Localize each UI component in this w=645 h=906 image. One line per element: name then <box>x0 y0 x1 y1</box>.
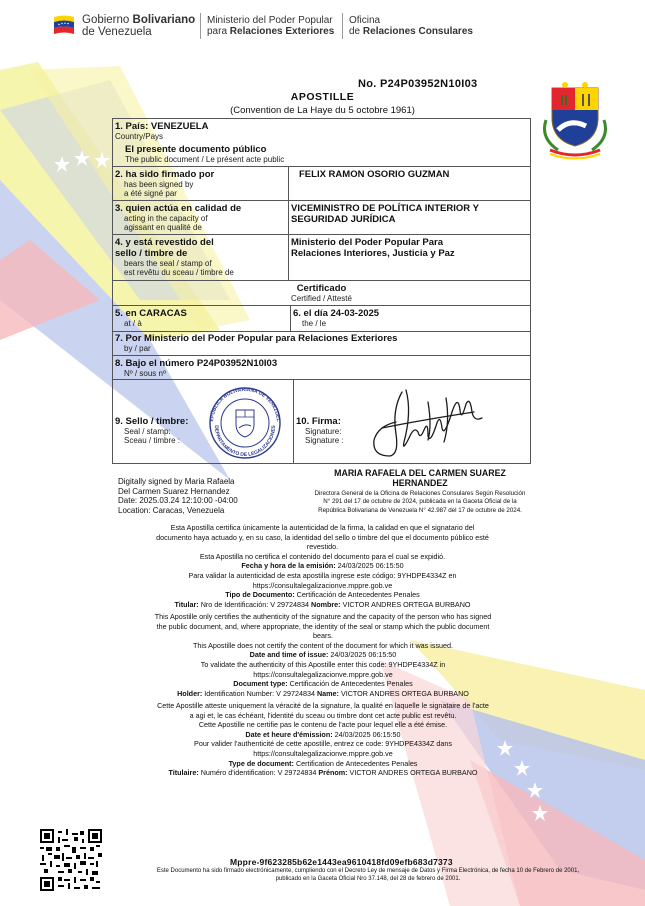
field-seal-label: 9. Sello / timbre: <box>115 416 189 427</box>
field-country <box>115 121 208 141</box>
field-place-label: 5. en CARACAS <box>115 308 187 319</box>
es-line4: Esta Apostilla no certifica el contenido del documento para el cual se expidió. <box>199 551 446 561</box>
field-country-label: 1. País: VENEZUELA <box>115 121 209 132</box>
field-seal-of <box>115 237 234 277</box>
signer-name-line2: HERNANDEZ <box>392 478 448 488</box>
signer-role-line1: Directora General de la Oficina de Relaciones Consulares Según Resolución <box>314 490 526 497</box>
english-statement <box>108 612 538 698</box>
field-place-sub: at / à <box>124 319 142 328</box>
field-number-label: 8. Bajo el número P24P03952N10I03 <box>115 358 278 369</box>
spanish-statement <box>110 523 535 609</box>
digital-signature-line4: Location: Caracas, Venezuela <box>118 505 225 515</box>
gov-line2: de Venezuela <box>82 26 152 38</box>
field-number <box>115 358 277 378</box>
es-url-link[interactable]: https://consultalegalizacionve.mppre.gob.ve <box>252 580 393 590</box>
digital-signature-line2: Del Carmen Suarez Hernandez <box>118 486 230 496</box>
fr-holder-name-label: Prénom: <box>318 768 348 778</box>
apostille-number: No. P24P03952N10I03 <box>358 78 478 90</box>
table-rule <box>293 379 294 464</box>
es-validate: Para validar la autenticidad de esta apostilla ingrese este código: 9YHDPE4334Z en <box>188 570 457 580</box>
signer-name <box>295 468 545 488</box>
en-holder-id: Identification Number: V 29724834 <box>204 688 315 698</box>
field-seal-of-label2: sello / timbre de <box>115 248 188 259</box>
ministry-line1: Ministerio del Poder Popular <box>207 15 333 26</box>
field-country-sub: Country/Pays <box>115 132 164 141</box>
field-capacity <box>115 203 241 232</box>
digital-signature-block <box>118 477 288 515</box>
es-line2: documento haya actuado y, en su caso, la identidad del sello o timbre del que el documento público esté <box>156 532 489 542</box>
table-rule <box>112 305 531 306</box>
es-holder-name-label: Nombre: <box>311 599 341 609</box>
legal-line1: Este Documento ha sido firmado electrónicamente, cumpliendo con el Decreto Ley de mensaje de Datos y Firma Electrónica, de fecha 10 de Febrero de 2001, <box>156 868 580 874</box>
document-hash: Mppre-9f623285b62e1443ea9610418fd09efb683d7373 <box>230 857 453 867</box>
table-rule <box>288 166 289 280</box>
office-line2-pre: de <box>349 26 361 37</box>
signer-role-line2: N° 291 del 17 de octubre de 2024, publicada en la Gaceta Oficial de la <box>323 498 517 506</box>
en-line2: the public document, and, where appropriate, the identity of the seal or stamp which the public document <box>156 621 490 631</box>
field-signature <box>296 416 344 445</box>
es-doctype-value: Certificación de Antecedentes Penales <box>296 590 420 600</box>
office-line1: Oficina <box>349 15 381 26</box>
signer-role <box>290 490 550 515</box>
field-signature-sub2: Signature : <box>305 436 344 445</box>
fr-holder-label: Titulaire: <box>168 768 199 778</box>
en-line4: This Apostille does not certify the content of the document for which it was issued. <box>192 640 454 650</box>
field-issued-by <box>115 333 397 353</box>
fr-date-value: 24/03/2025 06:15:50 <box>334 729 401 739</box>
field-signature-label: 10. Firma: <box>296 416 341 427</box>
stamp-ring-bottom: DEPARTAMENTO DE LEGALIZACIONES <box>212 425 278 459</box>
field-seal-of-sub2: est revêtu du sceau / timbre de <box>124 268 234 277</box>
es-holder-label: Titular: <box>174 599 199 609</box>
ministry-line2-bold: Relaciones Exteriores <box>229 26 335 37</box>
venezuela-flag-logo <box>52 14 76 36</box>
field-issued-by-label: 7. Por Ministerio del Poder Popular para Relaciones Exteriores <box>115 333 398 344</box>
svg-text:REPÚBLICA BOLIVARIANA DE VENEZ <box>203 386 281 422</box>
qr-code[interactable] <box>40 829 102 891</box>
field-place <box>115 308 187 328</box>
certified-label: Certificado <box>296 283 347 294</box>
en-line3: bears. <box>313 631 333 641</box>
field-capacity-value2: SEGURIDAD JURÍDICA <box>291 214 396 225</box>
field-signed-by-sub1: has been signed by <box>124 180 194 189</box>
official-stamp <box>203 386 287 460</box>
field-seal-of-label1: 4. y está revestido del <box>115 237 214 248</box>
table-rule <box>112 355 531 356</box>
table-rule <box>112 200 531 201</box>
en-doctype-value: Certificación de Antecedentes Penales <box>289 679 413 689</box>
certified-heading <box>112 283 531 303</box>
certified-sub: Certified / Attesté <box>291 294 352 303</box>
en-holder-label: Holder: <box>177 688 203 698</box>
en-doctype-label: Document type: <box>233 679 288 689</box>
header-divider <box>200 13 201 39</box>
en-date-value: 24/03/2025 06:15:50 <box>330 650 397 660</box>
french-statement <box>108 701 538 778</box>
fr-line2: a agi et, le cas échéant, l'identité du sceau ou timbre dont cet acte public est revêtu. <box>189 710 457 720</box>
field-capacity-sub1: acting in the capacity of <box>124 214 208 223</box>
field-seal-of-sub1: bears the seal / stamp of <box>124 259 212 268</box>
svg-text:DEPARTAMENTO DE LEGALIZACIONES <box>213 424 277 458</box>
es-date-label: Fecha y hora de la emisión: <box>241 561 336 571</box>
en-url-link[interactable]: https://consultalegalizacionve.mppre.gob.ve <box>253 669 393 679</box>
digital-signature-line1: Digitally signed by Maria Rafaela <box>118 477 235 486</box>
field-date-sub: the / le <box>302 319 327 328</box>
field-number-sub: Nº / sous nº <box>124 369 166 378</box>
fr-date-label: Date et heure d'émission: <box>245 729 333 739</box>
apostille-title: APOSTILLE <box>290 91 355 103</box>
field-signed-by-label: 2. ha sido firmado por <box>115 169 215 180</box>
apostille-subtitle: (Convention de La Haye du 5 octobre 1961) <box>230 105 415 116</box>
office-line2-bold: Relaciones Consulares <box>362 26 473 37</box>
field-date-label: 6. el día 24-03-2025 <box>293 308 380 319</box>
field-public-document-label: El presente documento público <box>125 144 267 155</box>
field-capacity-sub2: agissant en qualité de <box>124 223 202 232</box>
en-date-label: Date and time of issue: <box>249 650 329 660</box>
es-holder-name: VICTOR ANDRES ORTEGA BURBANO <box>342 599 471 609</box>
fr-holder-id: Numéro d'identification: V 29724834 <box>200 768 317 778</box>
fr-doctype-label: Type de document: <box>228 758 294 768</box>
field-date <box>293 308 379 328</box>
government-name <box>82 14 195 38</box>
fr-line3: Cette Apostille ne certifie pas le contenu de l'acte pour lequel elle a été émise. <box>198 720 448 730</box>
es-doctype-label: Tipo de Documento: <box>225 590 295 600</box>
field-signature-sub1: Signature: <box>305 427 342 436</box>
stamp-ring-top: EPÚBLICA BOLIVARIANA DE VENEZUEL <box>209 386 281 422</box>
field-public-document-sub: The public document / Le présent acte public <box>125 155 285 164</box>
en-validate: To validate the authenticity of this Apostille enter this code: 9YHDPE4334Z in <box>200 659 446 669</box>
fr-doctype-value: Certification de Antecedentes Penales <box>295 758 418 768</box>
table-rule <box>112 379 531 380</box>
fr-validate: Pour valider l'authenticité de cette apostille, entrez ce code: 9YHDPE4334Z dans <box>194 739 452 749</box>
table-rule <box>112 166 531 167</box>
es-date-value: 24/03/2025 06:15:50 <box>337 561 404 571</box>
field-seal-sub2: Sceau / timbre : <box>124 436 181 445</box>
en-holder-name-label: Name: <box>316 688 339 698</box>
handwritten-signature <box>362 382 492 462</box>
en-holder-name: VICTOR ANDRES ORTEGA BURBANO <box>340 688 469 698</box>
signer-name-line1: MARIA RAFAELA DEL CARMEN SUAREZ <box>334 468 506 478</box>
ministry-line2-pre: para <box>207 26 228 37</box>
field-public-document <box>125 144 284 164</box>
table-rule <box>112 234 531 235</box>
legal-line2: publicado en la Gaceta Oficial Nro 37.148, del 28 de febrero de 2001. <box>275 876 461 882</box>
field-seal-of-value <box>291 237 455 259</box>
legal-notice <box>108 867 628 883</box>
fr-holder-name: VICTOR ANDRES ORTEGA BURBANO <box>349 768 478 778</box>
header-divider <box>342 13 343 39</box>
field-capacity-value1: VICEMINISTRO DE POLÍTICA INTERIOR Y <box>291 203 479 214</box>
field-signed-by-sub2: a été signé par <box>124 189 177 198</box>
table-rule <box>112 331 531 332</box>
fr-url-link[interactable]: https://consultalegalizacionve.mppre.gob.ve <box>253 748 393 758</box>
field-seal-sub1: Seal / stamp: <box>124 427 171 436</box>
field-seal-of-value2: Relaciones Interiores, Justicia y Paz <box>291 248 455 259</box>
signer-role-line3: República Bolivariana de Venezuela N° 42.987 del 17 de octubre de 2024. <box>318 506 522 514</box>
digital-signature-line3: Date: 2025.03.24 12:10:00 -04:00 <box>118 496 238 506</box>
field-capacity-label: 3. quien actúa en calidad de <box>115 203 242 214</box>
field-signed-by <box>115 169 214 198</box>
gov-line1-pre: Gobierno <box>82 14 130 26</box>
field-signed-by-value: FELIX RAMON OSORIO GUZMAN <box>299 169 450 180</box>
office-name <box>349 15 473 37</box>
field-capacity-value <box>291 203 479 225</box>
es-line3: revestido. <box>306 542 339 552</box>
es-holder-id: Nro de Identificación: V 29724834 <box>200 599 309 609</box>
field-issued-by-sub: by / par <box>124 344 151 353</box>
en-line1: This Apostille only certifies the authenticity of the signature and the capacity of the person who has signed <box>154 612 492 621</box>
fr-line1: Cette Apostille atteste uniquement la véracité de la signature, la qualité en laquelle le signataire de l'acte <box>157 701 489 710</box>
gov-line1-bold: Bolivariano <box>132 14 196 26</box>
ministry-name <box>207 15 334 37</box>
table-rule <box>112 280 531 281</box>
field-seal <box>115 416 188 445</box>
table-rule <box>290 305 291 331</box>
field-seal-of-value1: Ministerio del Poder Popular Para <box>291 237 444 248</box>
es-line1: Esta Apostilla certifica únicamente la autenticidad de la firma, la calidad en que el signatario del <box>170 523 475 532</box>
